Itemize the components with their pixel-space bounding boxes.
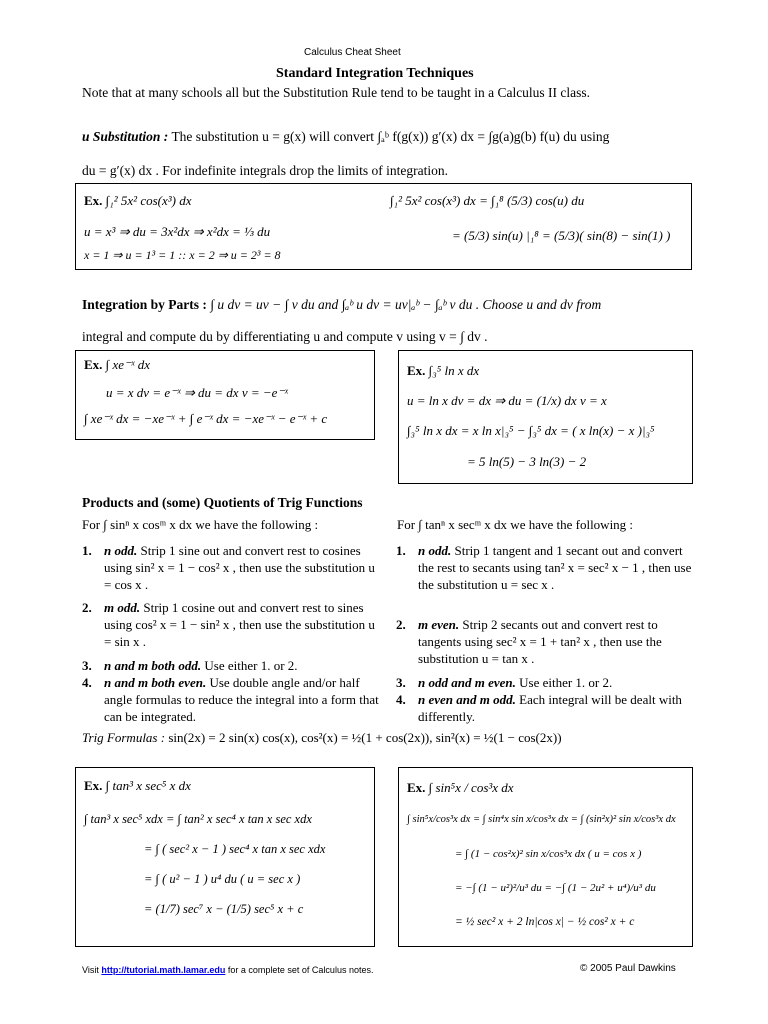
footer-copyright: © 2005 Paul Dawkins: [580, 963, 676, 974]
trig-list-case: n and m both even.: [104, 675, 207, 690]
trig-example2-line: = −∫ (1 − u²)²/u³ du = −∫ (1 − 2u² + u⁴)/u³ du: [455, 882, 656, 894]
trig-list-case: n even and m odd.: [418, 692, 516, 707]
parts-example1-box: [75, 350, 375, 440]
trig-list-case: m even.: [418, 617, 460, 632]
trig-list-text: Each integral will be dealt with differently.: [418, 692, 682, 724]
trig-example2-box: [398, 767, 693, 947]
trig-list-case: n odd and m even.: [418, 675, 516, 690]
trig-list-item: [396, 542, 696, 593]
trig-example2-line: ∫ sin⁵x/cos³x dx = ∫ sin⁴x sin x/cos³x dx = ∫ (sin²x)² sin x/cos³x dx: [407, 814, 676, 825]
trig-list-number: 4.: [396, 692, 406, 707]
parts-example2-line3: = 5 ln(5) − 3 ln(3) − 2: [467, 454, 587, 469]
trig-list-number: 4.: [82, 675, 92, 690]
u-sub-heading: u Substitution :: [82, 129, 169, 144]
u-sub-example-line1: u = x³ ⇒ du = 3x²dx ⇒ x²dx = ⅓ du: [84, 224, 271, 239]
parts-text1: ∫ u dv = uv − ∫ v du and ∫ₐᵇ u dv = uv|ₐᵇ − ∫ₐᵇ v du . Choose u and dv from: [210, 297, 602, 312]
parts-example1-line1: u = x dv = e⁻ˣ ⇒ du = dx v = −e⁻ˣ: [106, 385, 288, 400]
u-sub-paragraph: [82, 128, 609, 145]
parts-text2: integral and compute du by differentiating u and compute v using v = ∫ dv .: [82, 329, 488, 344]
trig-list-number: 2.: [396, 617, 406, 632]
trig-list-item: [82, 542, 382, 593]
trig-example2-problem: Ex. ∫ sin⁵x / cos³x dx: [407, 780, 514, 795]
trig-list-text: Use double angle and/or half angle formulas to reduce the integral into a form that can be integrated.: [104, 675, 379, 724]
trig-example1-line: = (1/7) sec⁷ x − (1/5) sec⁵ x + c: [144, 902, 304, 916]
trig-list-text: Strip 1 cosine out and convert rest to sines using cos² x = 1 − sin² x , then use the substitution u = sin x .: [104, 600, 375, 649]
trig-list-case: n odd.: [418, 543, 452, 558]
parts-example2-problem: Ex. ∫₃⁵ ln x dx: [407, 363, 480, 378]
parts-example2-box: [398, 350, 693, 484]
trig-list-number: 2.: [82, 600, 92, 615]
u-sub-example-right1: ∫₁² 5x² cos(x³) dx = ∫₁⁸ (5/3) cos(u) du: [390, 193, 585, 208]
trig-list-number: 1.: [82, 543, 92, 558]
parts-example2-line1: u = ln x dv = dx ⇒ du = (1/x) dx v = x: [407, 393, 607, 408]
trig-example1-line: = ∫ ( sec² x − 1 ) sec⁴ x tan x sec xdx: [144, 842, 326, 856]
trig-list-item: [396, 691, 696, 725]
parts-heading: Integration by Parts :: [82, 297, 207, 312]
u-sub-example-problem: Ex. ∫₁² 5x² cos(x³) dx: [84, 193, 192, 208]
trig-left-intro: For ∫ sinⁿ x cosᵐ x dx we have the following :: [82, 517, 319, 532]
trig-list-item: [82, 599, 382, 650]
trig-right-intro: For ∫ tanⁿ x secᵐ x dx we have the following :: [397, 517, 634, 532]
u-sub-text1: The substitution u = g(x) will convert ∫ₐᵇ f(g(x)) g′(x) dx = ∫g(a)g(b) f(u) du using: [171, 129, 610, 144]
trig-list-number: 3.: [396, 675, 406, 690]
trig-list-number: 3.: [82, 658, 92, 673]
trig-list-text: Strip 2 secants out and convert rest to tangents using sec² x = 1 + tan² x , then use the substitution u = tan x .: [418, 617, 662, 666]
footer-link[interactable]: http://tutorial.math.lamar.edu: [101, 965, 226, 975]
trig-list-text: Use either 1. or 2.: [201, 658, 298, 673]
footer-visit: [82, 965, 373, 975]
parts-example1-line2: ∫ xe⁻ˣ dx = −xe⁻ˣ + ∫ e⁻ˣ dx = −xe⁻ˣ − e⁻ˣ + c: [84, 411, 328, 426]
trig-list-item: [82, 657, 382, 674]
trig-example1-box: [75, 767, 375, 947]
trig-list-case: n odd.: [104, 543, 138, 558]
trig-formulas-label: Trig Formulas :: [82, 730, 166, 745]
parts-example1-problem: Ex. ∫ xe⁻ˣ dx: [84, 357, 151, 372]
trig-heading: Products and (some) Quotients of Trig Functions: [82, 495, 363, 510]
u-sub-text2: du = g′(x) dx . For indefinite integrals drop the limits of integration.: [82, 163, 449, 178]
trig-example2-line: = ∫ (1 − cos²x)² sin x/cos³x dx ( u = cos x ): [455, 848, 642, 860]
u-sub-example-box: [75, 183, 692, 270]
footer-visit-text: Visit: [82, 965, 99, 975]
parts-example2-line2: ∫₃⁵ ln x dx = x ln x|₃⁵ − ∫₃⁵ dx = ( x ln(x) − x )|₃⁵: [407, 423, 655, 438]
trig-list-case: n and m both odd.: [104, 658, 202, 673]
trig-formulas-line: [82, 729, 562, 746]
trig-example1-line: ∫ tan³ x sec⁵ xdx = ∫ tan² x sec⁴ x tan x sec xdx: [84, 812, 312, 826]
trig-list-text: Use either 1. or 2.: [515, 675, 613, 690]
u-sub-example-right2: = (5/3) sin(u) |₁⁸ = (5/3)( sin(8) − sin(1) ): [452, 228, 671, 243]
trig-list-item: [82, 674, 382, 725]
trig-example2-line: = ½ sec² x + 2 ln|cos x| − ½ cos² x + c: [455, 916, 635, 928]
trig-list-item: [396, 674, 696, 691]
trig-list-text: Strip 1 tangent and 1 secant out and convert the rest to secants using tan² x = sec² x − 1 , then use the substitution u = sec x .: [418, 543, 692, 592]
trig-list-number: 1.: [396, 543, 406, 558]
trig-formulas: sin(2x) = 2 sin(x) cos(x), cos²(x) = ½(1 + cos(2x)), sin²(x) = ½(1 − cos(2x)): [168, 730, 562, 745]
intro-note: Note that at many schools all but the Substitution Rule tend to be taught in a Calculus II class.: [82, 85, 591, 100]
trig-list-case: m odd.: [104, 600, 141, 615]
parts-paragraph: [82, 296, 601, 313]
trig-example1-line: = ∫ ( u² − 1 ) u⁴ du ( u = sec x ): [144, 872, 301, 886]
trig-example1-problem: Ex. ∫ tan³ x sec⁵ x dx: [84, 778, 191, 793]
u-sub-example-line2: x = 1 ⇒ u = 1³ = 1 :: x = 2 ⇒ u = 2³ = 8: [84, 248, 281, 262]
sheet-title: Calculus Cheat Sheet: [304, 47, 401, 58]
footer-rest-text: for a complete set of Calculus notes.: [227, 965, 374, 975]
section-title: Standard Integration Techniques: [276, 66, 474, 81]
trig-list-text: Strip 1 sine out and convert rest to cosines using sin² x = 1 − cos² x , then use the substitution u = cos x .: [104, 543, 375, 592]
trig-list-item: [396, 616, 696, 667]
